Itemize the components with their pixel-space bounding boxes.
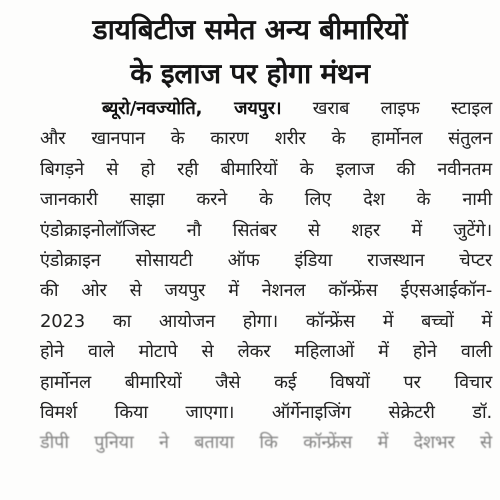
article-line-1 xyxy=(40,94,492,124)
article-line-4: जानकारी साझा करने के लिए देश के नामी xyxy=(40,189,492,211)
article-line-9: होने वाले मोटापे से लेकर महिलाओं में होने वाली xyxy=(40,341,492,363)
article-line-5: एंडोक्राइनोलॉजिस्ट नौ सितंबर से शहर में जुटेंगे। xyxy=(40,219,492,241)
byline: ब्यूरो/नवज्योति, जयपुर। xyxy=(102,98,282,119)
article-line-3: बिगड़ने से हो रही बीमारियों के इलाज की नवीनतम xyxy=(40,158,492,180)
article-line-10: हार्मोनल बीमारियों जैसे कई विषयों पर विचार xyxy=(40,371,492,393)
article-line-8: 2023 का आयोजन होगा। कॉन्फ्रेंस में बच्चों में xyxy=(40,310,492,332)
article-line-11: विमर्श किया जाएगा। ऑर्गेनाइजिंग सेक्रेटरी डॉ. xyxy=(40,401,492,423)
article-line-1-text: खराब लाइफ स्टाइल xyxy=(312,98,492,119)
article-line-6: एंडोक्राइन सोसायटी ऑफ इंडिया राजस्थान चेप्टर xyxy=(40,249,492,271)
article-line-7: की ओर से जयपुर में नेशनल कॉन्फ्रेंस ईएसआईकॉन- xyxy=(40,280,492,302)
headline-line-2: के इलाज पर होगा मंथन xyxy=(130,57,370,90)
article-body xyxy=(40,94,492,459)
article-line-2: और खानपान के कारण शरीर के हार्मोनल संतुलन xyxy=(40,128,492,150)
headline-line-1: डायबिटीज समेत अन्य बीमारियों xyxy=(92,13,408,46)
article-line-12: डीपी पुनिया ने बताया कि कॉन्फ्रेंस में देशभर से xyxy=(40,432,492,454)
